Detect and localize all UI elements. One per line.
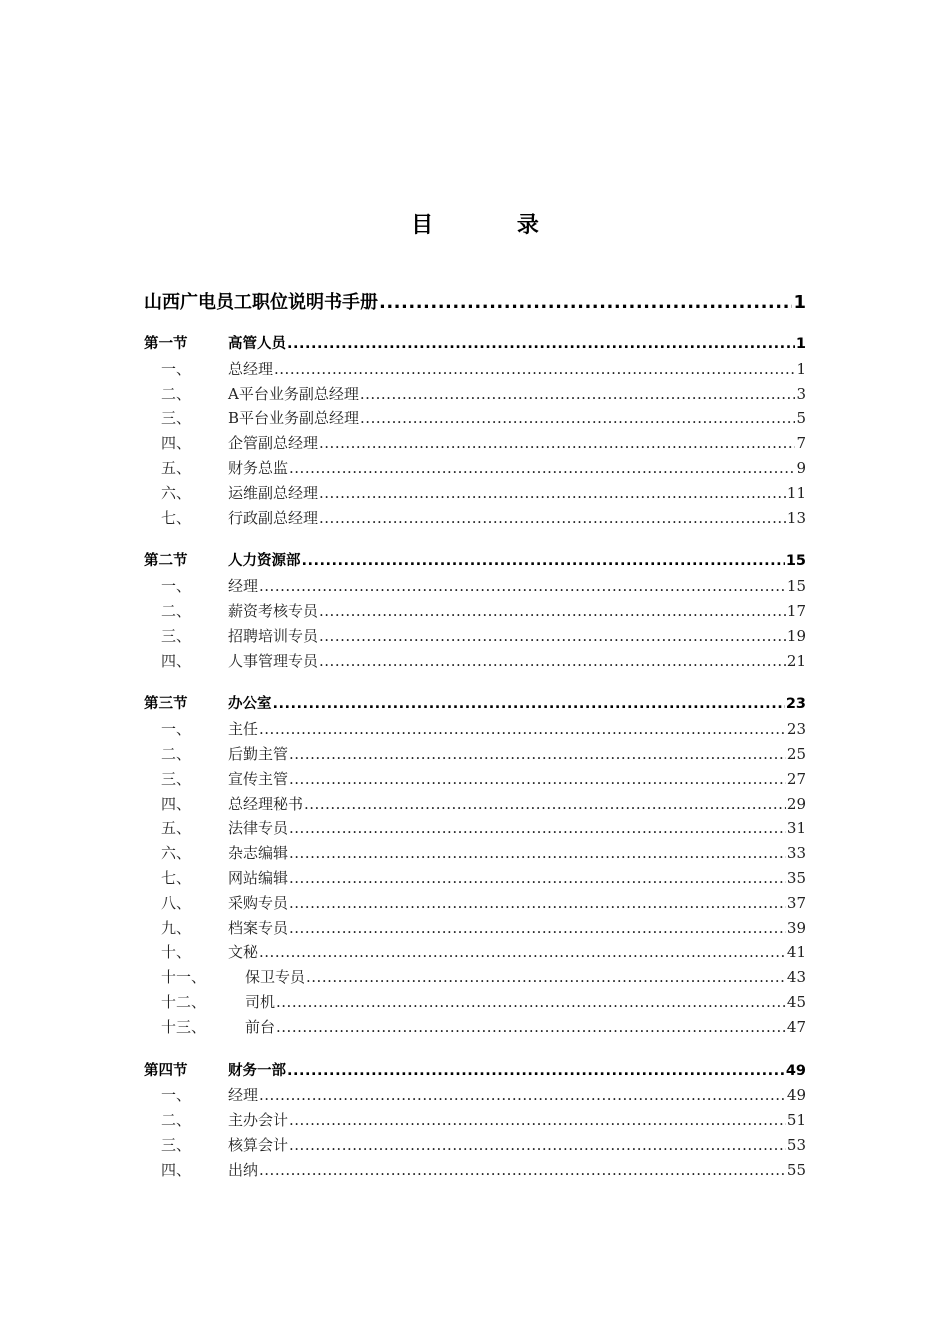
page-number: 3 [796, 384, 806, 403]
toc-item-entry[interactable] [144, 1015, 806, 1040]
page-number: 45 [786, 992, 806, 1011]
item-title: 经理 [228, 1086, 259, 1105]
dot-leader [306, 965, 786, 990]
page-number: 13 [786, 508, 806, 527]
section-number: 第三节 [144, 696, 188, 713]
section-number: 第一节 [144, 336, 188, 352]
page-number: 15 [785, 553, 806, 570]
page-number: 51 [786, 1111, 806, 1130]
page-number: 37 [786, 893, 806, 912]
page-number: 1 [795, 336, 806, 352]
toc-item-entry[interactable] [144, 940, 806, 965]
dot-leader [259, 574, 786, 599]
page-number: 33 [786, 844, 806, 863]
toc-item-entry[interactable] [144, 767, 806, 792]
item-title: 企管副总经理 [228, 434, 319, 453]
item-title: 采购专员 [228, 893, 289, 912]
toc-item-entry[interactable] [144, 866, 806, 891]
item-title: A平台业务副总经理 [228, 384, 359, 403]
page-number: 9 [796, 458, 806, 477]
item-title: 行政副总经理 [228, 508, 319, 527]
item-title: 人事管理专员 [228, 651, 319, 670]
item-number: 三、 [161, 409, 192, 428]
toc-item-entry[interactable] [144, 1083, 806, 1108]
toc-item-entry[interactable] [144, 891, 806, 916]
toc-item-entry[interactable] [144, 574, 806, 599]
toc-section-entry[interactable] [144, 1059, 806, 1084]
dot-leader [289, 916, 786, 941]
page-number: 47 [786, 1017, 806, 1036]
item-number: 四、 [161, 651, 192, 670]
page-number: 11 [786, 483, 806, 502]
toc-item-entry[interactable] [144, 742, 806, 767]
dot-leader [274, 357, 795, 382]
item-number: 十三、 [161, 1017, 207, 1036]
dot-leader [360, 406, 795, 431]
page-number: 21 [786, 651, 806, 670]
toc-item-entry[interactable] [144, 382, 806, 407]
item-number: 三、 [161, 769, 192, 788]
page-number: 29 [786, 794, 806, 813]
section-title: 办公室 [228, 696, 272, 713]
item-number: 一、 [161, 1086, 192, 1105]
item-number: 一、 [161, 720, 192, 739]
section-number: 第二节 [144, 553, 188, 570]
item-number: 五、 [161, 819, 192, 838]
toc-item-entry[interactable] [144, 481, 806, 506]
item-title: 运维副总经理 [228, 483, 319, 502]
item-title: 前台 [245, 1017, 276, 1036]
item-title: B平台业务副总经理 [228, 409, 360, 428]
toc-section-entry[interactable] [144, 549, 806, 574]
item-number: 五、 [161, 458, 192, 477]
dot-leader [289, 866, 786, 891]
item-number: 六、 [161, 483, 192, 502]
dot-leader [259, 940, 786, 965]
item-number: 三、 [161, 626, 192, 645]
dot-leader [259, 1158, 786, 1183]
page-number: 23 [785, 696, 806, 713]
toc-manual-entry[interactable] [144, 288, 806, 318]
page-number: 53 [786, 1135, 806, 1154]
toc-title: 目 录 [411, 213, 577, 238]
dot-leader [287, 1059, 785, 1084]
page-number: 49 [786, 1086, 806, 1105]
dot-leader [379, 288, 792, 318]
item-title: 核算会计 [228, 1135, 289, 1154]
item-title: 财务总监 [228, 458, 289, 477]
toc-item-entry[interactable] [144, 599, 806, 624]
dot-leader [319, 624, 786, 649]
dot-leader [259, 717, 786, 742]
item-number: 十一、 [161, 968, 207, 987]
page-number: 7 [796, 434, 806, 453]
item-title: 总经理秘书 [228, 794, 304, 813]
page-number: 49 [785, 1062, 806, 1079]
dot-leader [319, 599, 786, 624]
dot-leader [289, 891, 786, 916]
page-number: 31 [786, 819, 806, 838]
page-number: 5 [796, 409, 806, 428]
page-number: 35 [786, 868, 806, 887]
table-of-contents [144, 288, 806, 1183]
toc-item-entry[interactable] [144, 506, 806, 531]
item-title: 主办会计 [228, 1111, 289, 1130]
dot-leader [276, 990, 786, 1015]
page-number: 25 [786, 744, 806, 763]
item-title: 保卫专员 [245, 968, 306, 987]
toc-item-entry[interactable] [144, 1133, 806, 1158]
toc-item-entry[interactable] [144, 624, 806, 649]
page-number: 1 [793, 292, 806, 313]
dot-leader [289, 1133, 786, 1158]
toc-item-entry[interactable] [144, 792, 806, 817]
dot-leader [259, 1083, 786, 1108]
toc-item-entry[interactable] [144, 357, 806, 382]
toc-item-entry[interactable] [144, 841, 806, 866]
item-number: 二、 [161, 744, 192, 763]
item-number: 二、 [161, 1111, 192, 1130]
page-number: 55 [786, 1160, 806, 1179]
page-number: 39 [786, 918, 806, 937]
dot-leader [276, 1015, 786, 1040]
item-title: 出纳 [228, 1160, 259, 1179]
item-number: 三、 [161, 1135, 192, 1154]
item-title: 司机 [245, 992, 276, 1011]
section-number: 第四节 [144, 1062, 188, 1079]
dot-leader [289, 841, 786, 866]
dot-leader [289, 742, 786, 767]
page-number: 43 [786, 968, 806, 987]
section-title: 高管人员 [228, 336, 286, 352]
item-title: 招聘培训专员 [228, 626, 319, 645]
manual-title: 山西广电员工职位说明书手册 [144, 292, 378, 313]
item-number: 四、 [161, 1160, 192, 1179]
item-title: 宣传主管 [228, 769, 289, 788]
item-title: 档案专员 [228, 918, 289, 937]
item-title: 薪资考核专员 [228, 601, 319, 620]
dot-leader [319, 481, 786, 506]
item-number: 一、 [161, 577, 192, 596]
item-title: 经理 [228, 577, 259, 596]
toc-item-entry[interactable] [144, 456, 806, 481]
item-number: 二、 [161, 384, 192, 403]
toc-item-entry[interactable] [144, 816, 806, 841]
item-number: 七、 [161, 868, 192, 887]
toc-section-entry[interactable] [144, 332, 806, 357]
item-title: 杂志编辑 [228, 844, 289, 863]
item-number: 四、 [161, 434, 192, 453]
dot-leader [319, 431, 795, 456]
page-number: 19 [786, 626, 806, 645]
item-number: 九、 [161, 918, 192, 937]
item-number: 六、 [161, 844, 192, 863]
toc-section-entry[interactable] [144, 692, 806, 717]
dot-leader [360, 382, 796, 407]
dot-leader [289, 816, 786, 841]
page-number: 41 [786, 943, 806, 962]
toc-item-entry[interactable] [144, 1108, 806, 1133]
toc-item-entry[interactable] [144, 916, 806, 941]
dot-leader [273, 692, 785, 717]
item-title: 总经理 [228, 359, 274, 378]
section-title: 人力资源部 [228, 553, 301, 570]
dot-leader [289, 1108, 786, 1133]
dot-leader [302, 549, 785, 574]
item-title: 法律专员 [228, 819, 289, 838]
toc-item-entry[interactable] [144, 990, 806, 1015]
item-number: 十、 [161, 943, 192, 962]
toc-item-entry[interactable] [144, 965, 806, 990]
dot-leader [319, 649, 786, 674]
dot-leader [319, 506, 786, 531]
item-title: 主任 [228, 720, 259, 739]
toc-item-entry[interactable] [144, 1158, 806, 1183]
page-number: 27 [786, 769, 806, 788]
section-title: 财务一部 [228, 1062, 286, 1079]
toc-item-entry[interactable] [144, 649, 806, 674]
item-number: 二、 [161, 601, 192, 620]
item-number: 四、 [161, 794, 192, 813]
item-title: 网站编辑 [228, 868, 289, 887]
page-number: 23 [786, 720, 806, 739]
toc-item-entry[interactable] [144, 717, 806, 742]
page-number: 17 [786, 601, 806, 620]
page-number: 1 [796, 359, 806, 378]
item-number: 一、 [161, 359, 192, 378]
item-title: 文秘 [228, 943, 259, 962]
toc-sections [144, 332, 806, 1183]
toc-item-entry[interactable] [144, 406, 806, 431]
dot-leader [304, 792, 786, 817]
item-number: 八、 [161, 893, 192, 912]
page-number: 15 [786, 577, 806, 596]
item-number: 七、 [161, 508, 192, 527]
item-title: 后勤主管 [228, 744, 289, 763]
dot-leader [287, 332, 795, 357]
dot-leader [289, 456, 795, 481]
dot-leader [289, 767, 786, 792]
toc-item-entry[interactable] [144, 431, 806, 456]
item-number: 十二、 [161, 992, 207, 1011]
